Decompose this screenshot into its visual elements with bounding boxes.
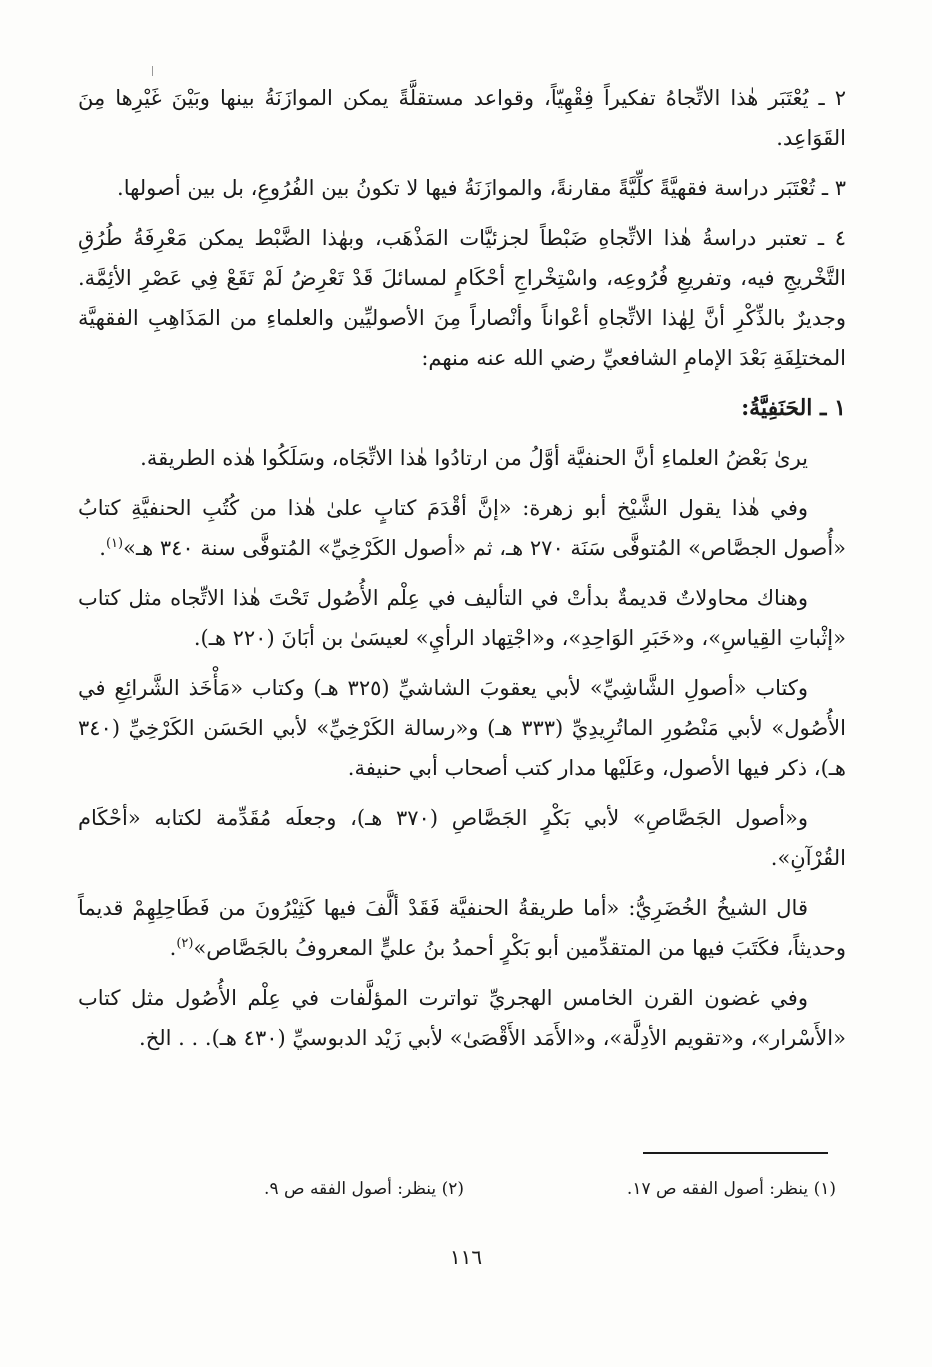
footnote-reference: (١) — [105, 536, 124, 551]
paragraph: وفي غضون القرن الخامس الهجريِّ تواترت المؤلَّفات في عِلْم الأُصُول مثل كتاب «الأَسْرار»، و«تقويم الأدِلَّة»، و«الأَمَد الأَقْصَىٰ» لأبي زَيْد الدبوسيِّ (٤٣٠ هـ). . . الخ. — [78, 986, 846, 1050]
footnote-1: (١) ينظر: أصول الفقه ص ١٧. — [626, 1179, 836, 1199]
scan-mark — [152, 66, 153, 76]
main-text — [78, 78, 846, 1068]
page-number: ١١٦ — [449, 1245, 483, 1269]
section-heading-hanafiyya: ١ ـ الحَنَفِيَّةُ: — [741, 395, 846, 421]
paragraph: وكتاب «أصولِ الشَّاشِيِّ» لأبي يعقوبَ الشاشيِّ (٣٢٥ هـ) وكتاب «مَأْخَذ الشَّرائِعِ في الأُصُول» لأبي مَنْصُورِ الماتُرِيدِيِّ (٣٣٣ هـ) و«رسالة الكَرْخِيِّ» لأبي الحَسَن الكَرْخِيِّ (٣٤٠ هـ)، ذكر فيها الأصول، وعَلَيْها مدار كتب أصحاب أبي حنيفة. — [78, 676, 846, 780]
footnote-2: (٢) ينظر: أصول الفقه ص ٩. — [264, 1179, 464, 1199]
paragraph-point-4: ٤ ـ تعتبر دراسةُ هٰذا الاتِّجاهِ ضَبْطاً لجزئيَّات المَذْهَب، وبهٰذا الضَّبْط يمكن مَعْرِفَةُ طُرُقِ التَّخْريجِ فيه، وتفريعِ فُرُوعِه، واسْتِخْراجِ أحْكَامٍ لمسائلَ قَدْ تَعْرِضُ لَمْ تَقَعْ فِي عَصْرِ الأئِمَّة. وجديرٌ بالذِّكْرِ أنَّ لِهٰذا الاتِّجاهِ أعْواناً وأنْصاراً مِنَ الأصوليِّين والعلماءِ من المَذَاهِبِ الفقهيَّة المختلِفَةِ بَعْدَ الإمامِ الشافعيِّ رضي الله عنه منهم: — [78, 226, 846, 370]
paragraph-point-2: ٢ ـ يُعْتَبَر هٰذا الاتِّجاهُ تفكيراً فِقْهِيّاً، وقواعد مستقلَّةً يمكن الموازَنَةُ بينها وبَيْنَ غَيْرِها مِنَ القَوَاعِد. — [78, 86, 846, 150]
paragraph-text: وفي هٰذا يقول الشَّيْخ أبو زهرة: «إنَّ أقْدَمَ كتابٍ علىٰ هٰذا من كُتُبِ الحنفيَّةِ كتابُ «أُصول الجصَّاص» المُتوفَّى سَنَة ٢٧٠ هـ، ثم «أصول الكَرْخِيِّ» المُتوفَّى سنة ٣٤٠ هـ» — [78, 496, 846, 560]
punctuation: . — [169, 936, 177, 960]
paragraph: و«أصول الجَصَّاصِ» لأبي بَكْرٍ الجَصَّاصِ (٣٧٠ هـ)، وجعلَه مُقَدِّمة لكتابه «أحْكَام القُرْآنِ». — [78, 806, 846, 870]
paragraph-point-3: ٣ ـ تُعْتَبَر دراسة فقهيَّةً كلِّيَّةً مقارنةً، والموازَنَةُ فيها لا تكونُ بين الفُرُوعِ، بل بين أصولها. — [117, 176, 846, 200]
footnote-reference: (٢) — [176, 936, 194, 951]
paragraph: وهناك محاولاتٌ قديمةٌ بدأتْ في التأليف في عِلْم الأُصُول تَحْتَ هٰذا الاتِّجاه مثل كتاب «إثْباتِ القِياسِ»، و«خَبَرِ الوَاحِدِ»، و«اجْتِهاد الرأيِ» لعيسَىٰ بن أبَانَ (٢٢٠ هـ). — [78, 586, 846, 650]
paragraph-text: قال الشيخُ الخُضَرِيُّ: «أما طريقةُ الحنفيَّة فَقَدْ ألَّفَ فيها كَثِيْرُونَ من فَطَاحِلِهِمْ قديماً وحديثاً، فكَتَبَ فيها من المتقدِّمين أبو بَكْرٍ أحمدُ بنُ عليٍّ المعروفُ بالجَصَّاص» — [78, 896, 846, 960]
punctuation: . — [99, 536, 106, 560]
paragraph: يرىٰ بَعْضُ العلماءِ أنَّ الحنفيَّة أوَّلُ من ارتادُوا هٰذا الاتِّجَاه، وسَلَكُوا هٰذه الطريقة. — [140, 446, 808, 470]
paragraph-khudari-quote — [78, 888, 846, 968]
footnote-separator — [643, 1152, 828, 1154]
paragraph-abu-zahra-quote — [78, 488, 846, 568]
